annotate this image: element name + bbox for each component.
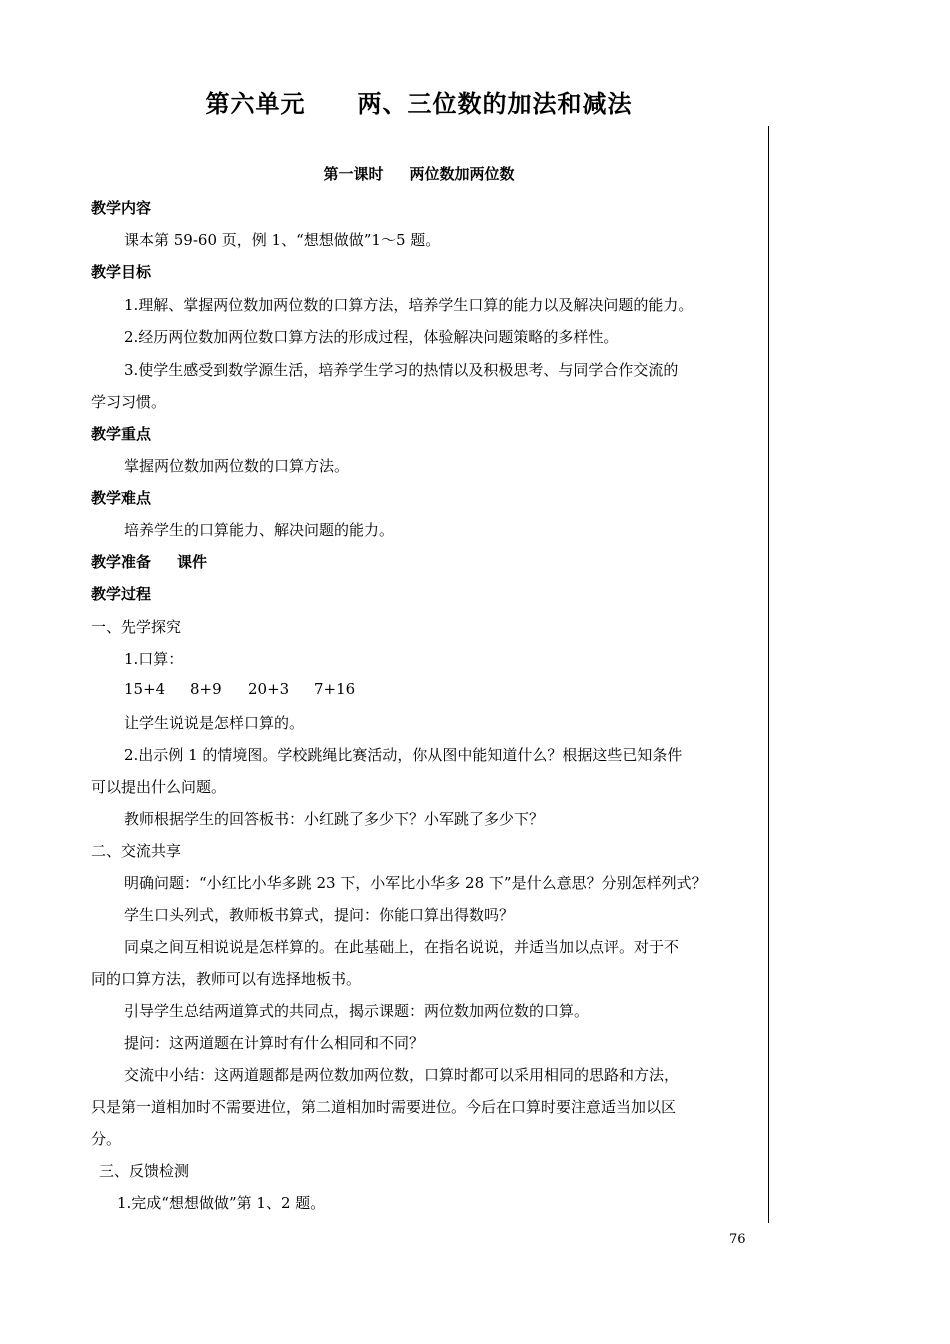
goal-1: 1.理解、掌握两位数加两位数的口算方法，培养学生口算的能力以及解决问题的能力。 — [124, 296, 694, 314]
calc-item: 8+9 — [190, 680, 222, 698]
unit-title-topic: 两、三位数的加法和减法 — [357, 90, 633, 118]
difficulty-text: 培养学生的口算能力、解决问题的能力。 — [124, 521, 395, 539]
step2-paragraph-3-line1: 同桌之间互相说说是怎样算的。在此基础上，在指名说说，并适当加以点评。对于不 — [124, 938, 680, 956]
margin-rule — [768, 126, 769, 1223]
goals-heading: 教学目标 — [91, 263, 152, 281]
calc-list — [124, 680, 355, 698]
preparation-line — [91, 551, 207, 572]
step3-item1: 1.完成“想想做做”第 1、2 题。 — [117, 1194, 326, 1212]
step3-title: 三、反馈检测 — [99, 1162, 190, 1180]
step1-item2-line2: 可以提出什么问题。 — [91, 778, 227, 796]
key-points-heading: 教学重点 — [91, 425, 152, 443]
lesson-title — [0, 163, 838, 184]
unit-title-number: 第六单元 — [205, 90, 306, 118]
step1-item2-note: 教师根据学生的回答板书：小红跳了多少下？小军跳了多少下？ — [124, 810, 545, 828]
lesson-title-topic: 两位数加两位数 — [409, 165, 515, 183]
unit-title — [0, 84, 838, 119]
process-heading: 教学过程 — [91, 585, 152, 603]
step1-title: 一、先学探究 — [91, 618, 182, 636]
key-points-text: 掌握两位数加两位数的口算方法。 — [124, 457, 350, 475]
step1-item1: 1.口算： — [124, 650, 184, 668]
step2-paragraph-2: 学生口头列式，教师板书算式，提问：你能口算出得数吗？ — [124, 906, 515, 924]
goal-2: 2.经历两位数加两位数口算方法的形成过程，体验解决问题策略的多样性。 — [124, 328, 619, 346]
step2-paragraph-4: 引导学生总结两道算式的共同点，揭示课题：两位数加两位数的口算。 — [124, 1002, 590, 1020]
step2-paragraph-6-line3: 分。 — [91, 1130, 122, 1148]
preparation-value: 课件 — [177, 553, 208, 571]
calc-item: 7+16 — [314, 680, 356, 698]
step1-item1-note: 让学生说说是怎样口算的。 — [124, 714, 305, 732]
step2-paragraph-6-line2: 只是第一道相加时不需要进位，第二道相加时需要进位。今后在口算时要注意适当加以区 — [91, 1098, 677, 1116]
goal-3-line1: 3.使学生感受到数学源生活，培养学生学习的热情以及积极思考、与同学合作交流的 — [124, 361, 679, 379]
step2-paragraph-3-line2: 同的口算方法，教师可以有选择地板书。 — [91, 970, 362, 988]
content-heading: 教学内容 — [91, 199, 152, 217]
step2-paragraph-5: 提问：这两道题在计算时有什么相同和不同？ — [124, 1034, 425, 1052]
step2-title: 二、交流共享 — [91, 842, 182, 860]
calc-item: 15+4 — [124, 680, 166, 698]
step2-paragraph-1: 明确问题：“小红比小华多跳 23 下，小军比小华多 28 下”是什么意思？分别怎样列式？ — [124, 874, 707, 892]
content-text: 课本第 59-60 页，例 1、“想想做做”1～5 题。 — [124, 231, 441, 249]
preparation-heading: 教学准备 — [91, 553, 152, 571]
step1-item2-line1: 2.出示例 1 的情境图。学校跳绳比赛活动，你从图中能知道什么？根据这些已知条件 — [124, 746, 683, 764]
step2-paragraph-6-line1: 交流中小结：这两道题都是两位数加两位数，口算时都可以采用相同的思路和方法， — [124, 1066, 680, 1084]
difficulty-heading: 教学难点 — [91, 489, 152, 507]
lesson-title-number: 第一课时 — [323, 165, 384, 183]
goal-3-line2: 学习习惯。 — [91, 393, 167, 411]
page-number: 76 — [729, 1232, 746, 1247]
calc-item: 20+3 — [248, 680, 290, 698]
